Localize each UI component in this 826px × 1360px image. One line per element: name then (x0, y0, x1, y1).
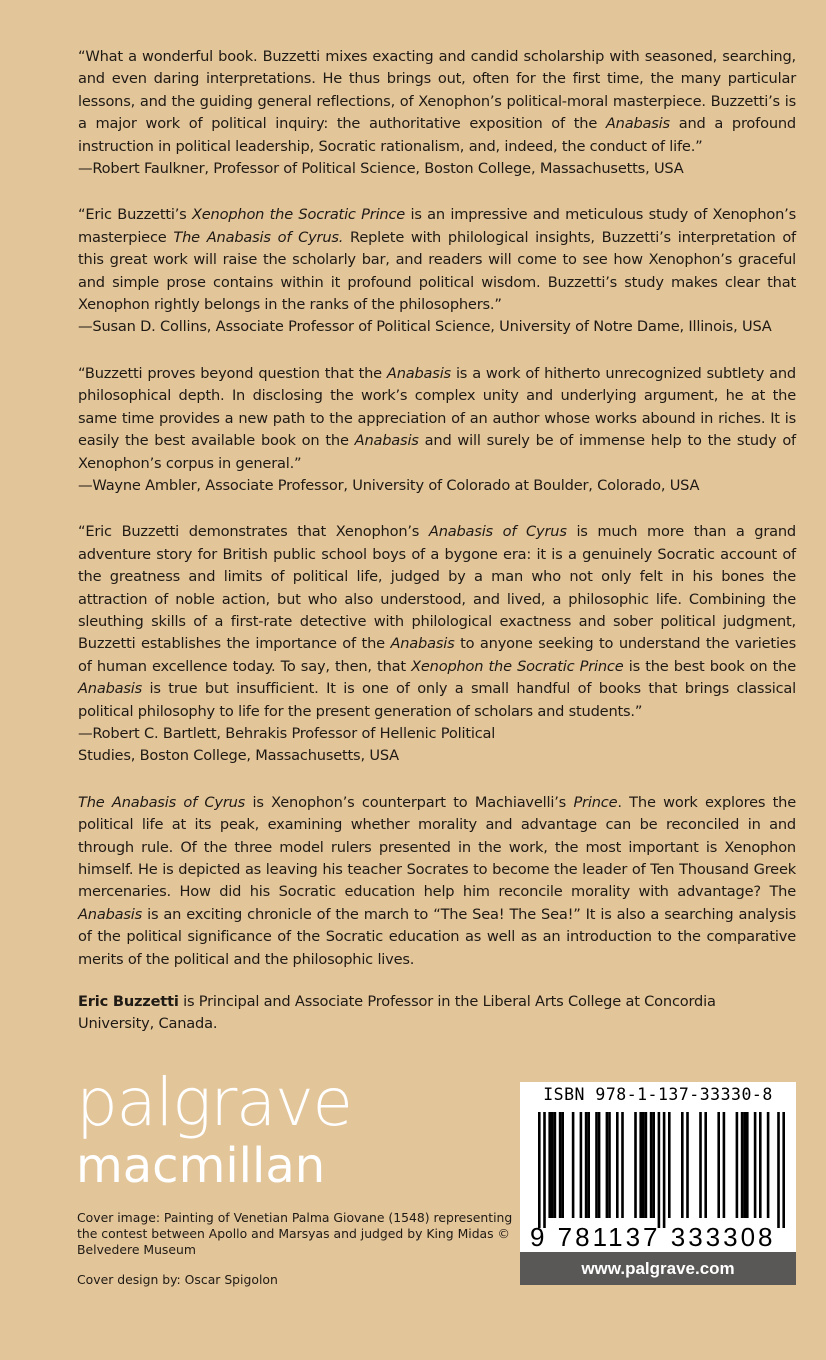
ean-digits: 9 781137 333308 (530, 1222, 776, 1252)
barcode-bar (585, 1112, 588, 1218)
barcode-bar (663, 1112, 666, 1228)
quote-attribution: —Robert Faulkner, Professor of Political Science, Boston College, Massachusetts, USA (78, 160, 684, 178)
text-run: is a work of hitherto unrecognized subtlety and philosophical depth. In disclosing the work’s complex unity and underlying argument, he at the same time provides a new path to the appreciation of an author whose works abound in riches. It is easily the best available book on the (78, 364, 796, 450)
quote-attribution: —Susan D. Collins, Associate Professor of Political Science, University of Notre Dame, Illinois, USA (78, 318, 772, 336)
italic-text: Anabasis of Cyrus (428, 523, 567, 541)
quote-text (78, 46, 796, 158)
barcode-bar (704, 1112, 707, 1218)
barcode-bar (699, 1112, 702, 1218)
endorsement-quote (78, 204, 796, 338)
author-bio-text: is Principal and Associate Professor in the Liberal Arts College at Concordia University, Canada. (78, 993, 716, 1033)
barcode-bar (743, 1112, 746, 1218)
barcode-panel (520, 1082, 796, 1252)
barcode-bar (616, 1112, 619, 1218)
quote-text (78, 204, 796, 316)
italic-text: Xenophon the Socratic Prince (411, 657, 624, 675)
publisher-website: www.palgrave.com (520, 1252, 796, 1285)
text-run: “Eric Buzzetti demonstrates that Xenophon’s (78, 523, 429, 541)
barcode-bar (606, 1112, 609, 1218)
barcode-bar (587, 1112, 590, 1218)
text-run: is much more than a grand adventure story for British public school boys of a bygone era: it is a genuinely Socratic account of the greatness and limits of political life, judged by a man who not only felt in his bones the attraction of noble action, but who also understood, and lived, a philosophic life. Combining the sleuthing skills of a first-rate detective with philological exactness and sober political judgment, Buzzetti establishes the importance of the (78, 523, 796, 653)
barcode-bar (746, 1112, 749, 1218)
text-run: is an impressive and meticulous study of Xenophon’s masterpiece (78, 206, 796, 246)
endorsement-quote (78, 521, 796, 767)
book-description (78, 792, 796, 971)
text-run: is an exciting chronicle of the march to “The Sea! The Sea!” It is also a searching analysis of the political significance of the Socratic education as well as an introduction to the comparative merits of the political and the philosophic lives. (78, 905, 796, 968)
italic-text: Anabasis (78, 680, 143, 698)
barcode-bar (548, 1112, 551, 1218)
author-name: Eric Buzzetti (78, 993, 179, 1011)
text-run: Replete with philological insights, Buzzetti’s interpretation of this great work will raise the scholarly bar, and readers will come to see how Xenophon’s graceful and simple prose contains within it profound political wisdom. Buzzetti’s study makes clear that Xenophon rightly belongs in the ranks of the philosophers.” (78, 228, 796, 314)
barcode-bar (754, 1112, 757, 1218)
italic-text: Anabasis (605, 115, 670, 133)
barcode-bar (543, 1112, 546, 1228)
italic-text: The Anabasis of Cyrus. (173, 228, 344, 246)
barcode-bar (595, 1112, 598, 1218)
quote-text (78, 521, 796, 723)
barcode-bar (650, 1112, 653, 1218)
barcode-bar (736, 1112, 739, 1218)
barcode-bar (777, 1112, 780, 1228)
cover-image-credit: Cover image: Painting of Venetian Palma Giovane (1548) representing the contest between Apollo and Marsyas and judged by King Midas © Belvedere Museum (77, 1210, 513, 1257)
italic-text: Anabasis (386, 364, 451, 382)
author-bio (78, 991, 796, 1036)
barcode-bar (717, 1112, 720, 1218)
text-run: “What a wonderful book. Buzzetti mixes exacting and candid scholarship with seasoned, searching, and even daring interpretations. He thus brings out, often for the first time, the many particular lessons, and the guiding general reflections, of Xenophon’s political-moral masterpiece. Buzzetti’s is a major work of political inquiry: the authoritative exposition of the (78, 48, 796, 133)
barcode-bar (608, 1112, 611, 1218)
barcode-bar (645, 1112, 648, 1218)
barcode-bar (668, 1112, 671, 1218)
barcode-bar (767, 1112, 770, 1218)
italic-text: Prince (573, 793, 618, 811)
barcode-bar (759, 1112, 762, 1218)
text-run: “Eric Buzzetti’s (78, 206, 192, 224)
barcode-bar (634, 1112, 637, 1218)
quote-attribution: —Wayne Ambler, Associate Professor, University of Colorado at Boulder, Colorado, USA (78, 476, 700, 494)
barcode-bar (639, 1112, 642, 1218)
barcode-bar (652, 1112, 655, 1218)
barcode-bar (621, 1112, 624, 1218)
quote-attribution: —Robert C. Bartlett, Behrakis Professor of Hellenic Political (78, 724, 496, 742)
text-run: “Buzzetti proves beyond question that the (78, 364, 387, 382)
endorsements (78, 46, 796, 768)
barcode-bar (551, 1112, 554, 1218)
barcode-bar (572, 1112, 575, 1218)
barcode-bar (723, 1112, 726, 1218)
text-run: is true but insufficient. It is one of only a small handful of books that brings classical political philosophy to life for the present generation of scholars and students.” (78, 680, 796, 720)
barcode-bar (686, 1112, 689, 1218)
barcode-bar (782, 1112, 785, 1228)
barcode-bar (538, 1112, 541, 1228)
italic-text: The Anabasis of Cyrus (78, 793, 246, 811)
barcode-bar (554, 1112, 557, 1218)
barcode-bar (642, 1112, 645, 1218)
italic-text: Xenophon the Socratic Prince (191, 206, 406, 224)
endorsement-quote (78, 46, 796, 180)
text-run: . The work explores the political life at its peak, examining whether morality and advantage can be reconciled in and through rule. Of the three model rulers presented in the work, the most important is Xenophon himself. He is depicted as leaving his teacher Socrates to become the leader of Ten Thousand Greek mercenaries. How did his Socratic education help him reconcile morality with advantage? The (78, 793, 797, 901)
italic-text: Anabasis (354, 432, 419, 450)
barcode-bar (559, 1112, 562, 1218)
barcode-bar (598, 1112, 601, 1218)
endorsement-quote (78, 363, 796, 497)
publisher-logo (76, 1064, 352, 1194)
italic-text: Anabasis (78, 905, 143, 923)
barcode-bar (658, 1112, 661, 1228)
barcode-bar (741, 1112, 744, 1218)
cover-design-credit: Cover design by: Oscar Spigolon (77, 1272, 278, 1287)
text-column (78, 46, 796, 1036)
logo-line-macmillan: macmillan (76, 1138, 326, 1194)
quote-attribution: Studies, Boston College, Massachusetts, USA (78, 747, 399, 765)
barcode-icon (526, 1112, 790, 1228)
barcode-bar (561, 1112, 564, 1218)
text-run: is the best book on the (623, 657, 796, 675)
text-run: and a profound instruction in political leadership, Socratic rationalism, and, indeed, the conduct of life.” (78, 115, 796, 155)
quote-text (78, 363, 796, 475)
barcode-bar (580, 1112, 583, 1218)
text-run: is Xenophon’s counterpart to Machiavelli’s (245, 793, 574, 811)
isbn-label: ISBN 978-1-137-33330-8 (543, 1085, 773, 1104)
text-run: and will surely be of immense help to the study of Xenophon’s corpus in general.” (78, 432, 796, 472)
barcode-bar (681, 1112, 684, 1218)
text-run: to anyone seeking to understand the varieties of human excellence today. To say, then, that (78, 635, 796, 675)
italic-text: Anabasis (390, 635, 455, 653)
logo-line-palgrave: palgrave (76, 1064, 352, 1141)
